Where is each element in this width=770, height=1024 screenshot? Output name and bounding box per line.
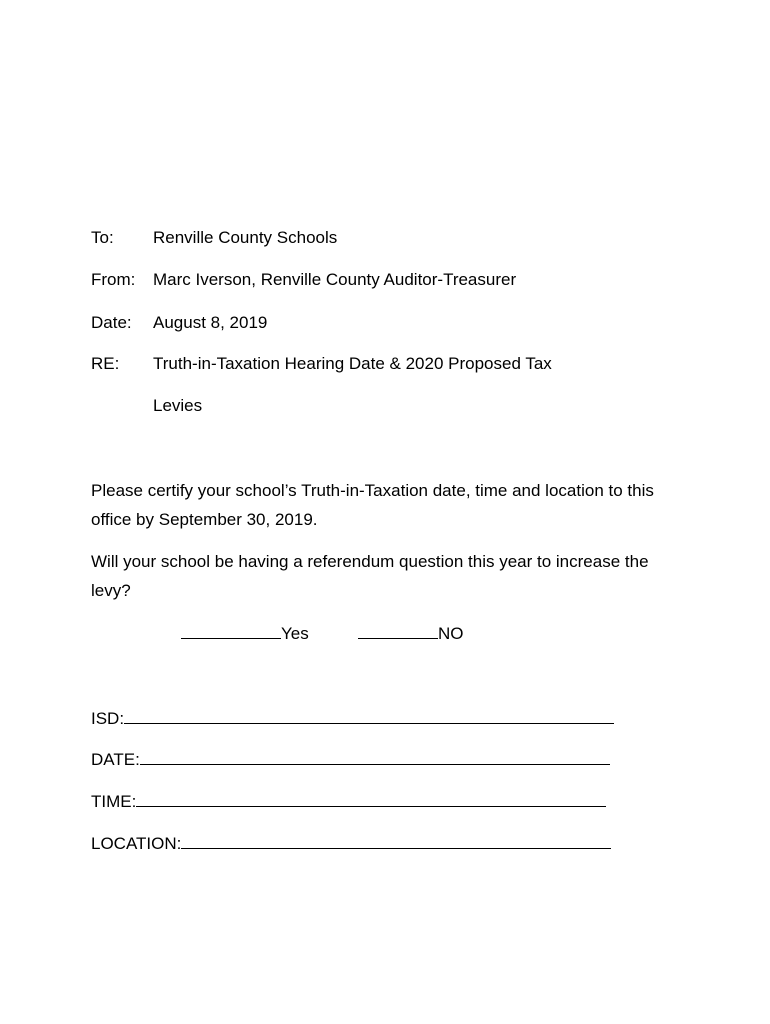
location-label: LOCATION:: [91, 834, 182, 853]
time-field[interactable]: [136, 789, 606, 807]
no-label: NO: [438, 624, 464, 643]
certify-paragraph: Please certify your school’s Truth-in-Taxation date, time and location to this office by September 30, 2019.: [91, 481, 654, 529]
time-field-row: [91, 789, 606, 813]
yes-option[interactable]: [181, 621, 309, 645]
no-blank[interactable]: [358, 621, 438, 639]
time-label: TIME:: [91, 792, 137, 811]
to-value: Renville County Schools: [153, 228, 338, 247]
referendum-question: Will your school be having a referendum question this year to increase the levy?: [91, 552, 649, 600]
from-label: From:: [91, 270, 136, 289]
to-label: To:: [91, 228, 114, 247]
date-field-label: DATE:: [91, 750, 140, 769]
re-value-line1: Truth-in-Taxation Hearing Date & 2020 Proposed Tax: [153, 354, 552, 373]
isd-field-row: [91, 706, 614, 730]
re-value-line2: Levies: [153, 396, 203, 415]
isd-label: ISD:: [91, 709, 125, 728]
location-field[interactable]: [181, 831, 611, 849]
from-value: Marc Iverson, Renville County Auditor-Treasurer: [153, 270, 517, 289]
yes-blank[interactable]: [181, 621, 281, 639]
date-value: August 8, 2019: [153, 313, 268, 332]
yes-label: Yes: [281, 624, 309, 643]
location-field-row: [91, 831, 611, 855]
date-field[interactable]: [140, 747, 610, 765]
date-field-row: [91, 747, 610, 771]
no-option[interactable]: [358, 621, 464, 645]
date-label: Date:: [91, 313, 132, 332]
re-label: RE:: [91, 354, 120, 373]
isd-field[interactable]: [124, 706, 614, 724]
